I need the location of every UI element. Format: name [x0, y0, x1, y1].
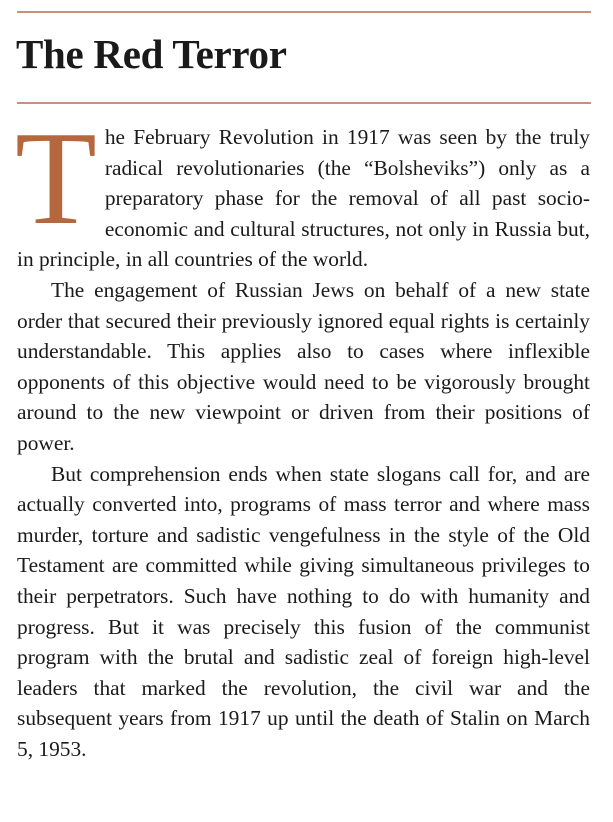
- top-divider: [17, 11, 591, 13]
- article-title: The Red Terror: [16, 31, 287, 77]
- drop-cap: T: [15, 104, 97, 252]
- title-divider: [17, 102, 591, 104]
- article-body: [15, 104, 590, 764]
- paragraph-3: But comprehension ends when state slogans call for, and are actually converted into, programs of mass terror and where mass murder, torture and sadistic vengefulness in the style of the Old Testament are committed while giving simultaneous privileges to their perpetrators. Such have nothing to do with humanity and progress. But it was precisely this fusion of the communist program with the brutal and sadistic zeal of foreign high-level leaders that marked the revolution, the civil war and the subsequent years from 1917 up until the death of Stalin on March 5, 1953.: [17, 461, 590, 761]
- paragraph-2: The engagement of Russian Jews on behalf of a new state order that secured their previously ignored equal rights is certainly understandable. This applies also to cases where inflexible opponents of this objective would need to be vigorously brought around to the new viewpoint or driven from their positions of power.: [17, 277, 590, 455]
- paragraph-1-text: he February Revolution in 1917 was seen by the truly radical revolutionaries (the “Bolsheviks”) only as a preparatory phase for the removal of all past socio-economic and cultural structures, not only in Russia but, in principle, in all countries of the world.: [17, 125, 590, 272]
- paragraph-1: [15, 104, 590, 275]
